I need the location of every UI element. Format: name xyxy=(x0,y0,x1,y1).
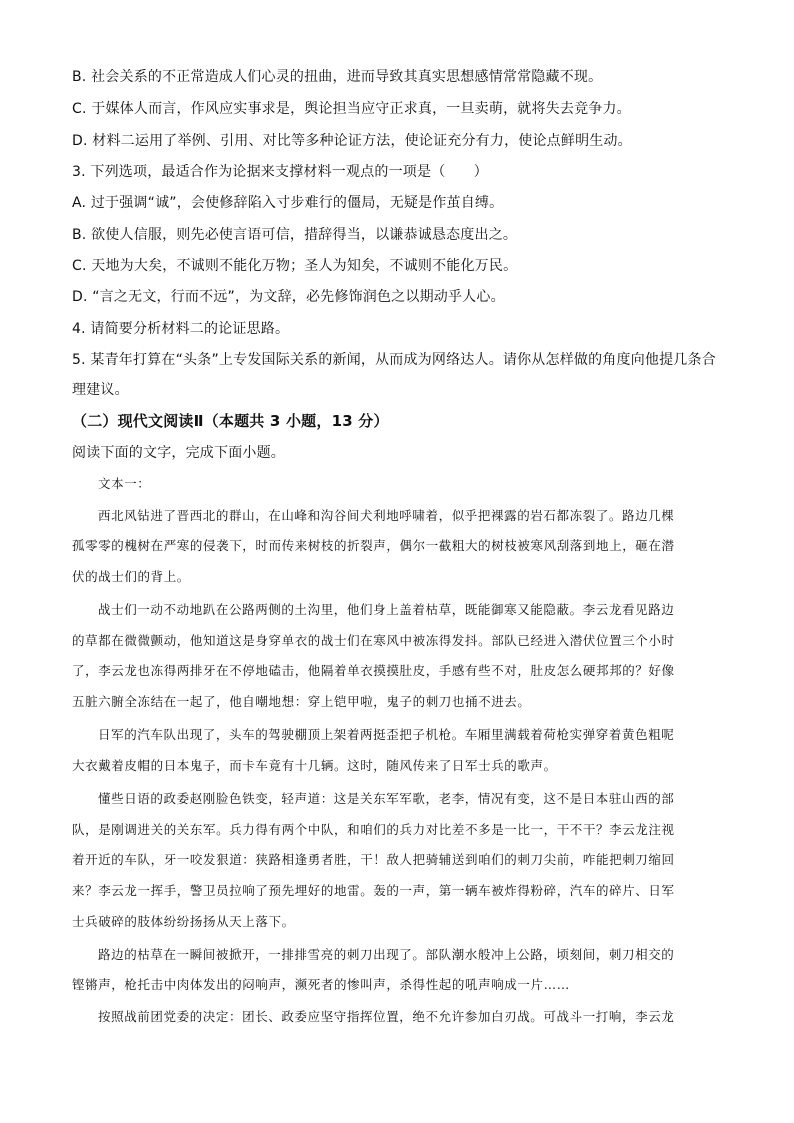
passage-line: 路边的枯草在一瞬间被掀开，一排排雪亮的刺刀出现了。部队潮水般冲上公路，顷刻间，刺刀相交的 xyxy=(98,947,675,962)
instruction-text: 阅读下面的文字，完成下面小题。 xyxy=(72,445,285,461)
text-one-label: 文本一： xyxy=(98,476,151,491)
passage-line: 伏的战士们的背上。 xyxy=(72,569,190,584)
passage-line: 铿锵声，枪托击中肉体发出的闷响声，濒死者的惨叫声，杀得性起的吼声响成一片…… xyxy=(72,977,570,992)
passage-line: 大衣戴着皮帽的日本鬼子，而卡车竟有十几辆。这时，随风传来了日军士兵的歌声。 xyxy=(72,758,557,773)
passage-line: 队，是刚调进关的关东军。兵力得有两个中队，和咱们的兵力对比差不多是一比一，干不干？李云龙注视 xyxy=(72,822,675,837)
question-3: 3. 下列选项，最适合作为论据来支撑材料一观点的一项是（ ） xyxy=(72,164,489,180)
option-b-line: B. 社会关系的不正常造成人们心灵的扭曲，进而导致其真实思想感情常常隐藏不现。 xyxy=(72,69,603,85)
question-5: 5. 某青年打算在“头条”上专发国际关系的新闻，从而成为网络达人。请你从怎样做的角度向他提几条合 xyxy=(72,352,716,368)
question-5-continued: 理建议。 xyxy=(72,382,129,398)
passage-line: 西北风钻进了晋西北的群山，在山峰和沟谷间犬利地呼啸着，似乎把裸露的岩石都冻裂了。路边几棵 xyxy=(98,508,675,523)
passage-line: 按照战前团党委的决定：团长、政委应坚守指挥位置，绝不允许参加白刃战。可战斗一打响，李云龙 xyxy=(98,1009,675,1024)
passage-line: 日军的汽车队出现了，头车的驾驶棚顶上架着两挺歪把子机枪。车厢里满载着荷枪实弹穿着黄色粗呢 xyxy=(98,727,675,742)
passage-line: 着开近的车队，牙一咬发狠道：狭路相逢勇者胜，干！敌人把骑辅送到咱们的刺刀尖前，咋能把刺刀缩回 xyxy=(72,852,675,867)
question-4: 4. 请简要分析材料二的论证思路。 xyxy=(72,321,290,337)
q3-option-c: C. 天地为大矣，不诚则不能化万物；圣人为知矣，不诚则不能化万民。 xyxy=(72,258,518,274)
passage-line: 来？李云龙一挥手，警卫员拉响了预先埋好的地雷。轰的一声，第一辆车被炸得粉碎，汽车的碎片、日军 xyxy=(72,883,675,898)
passage-line: 战士们一动不动地趴在公路两侧的土沟里，他们身上盖着枯草，既能御寒又能隐蔽。李云龙看见路边 xyxy=(98,602,675,617)
passage-line: 士兵破碎的肢体纷纷扬扬从天上落下。 xyxy=(72,914,295,929)
q3-option-a: A. 过于强调“诚”，会使修辞陷入寸步难行的僵局，无疑是作茧自缚。 xyxy=(72,195,504,211)
passage-line: 五脏六腑全冻结在一起了，他自嘲地想：穿上铠甲啦，鬼子的刺刀也捅不进去。 xyxy=(72,694,531,709)
passage-line: 懂些日语的政委赵刚脸色铁变，轻声道：这是关东军军歌，老李，情况有变，这不是日本驻山西的部 xyxy=(98,791,675,806)
passage-line: 的草都在微微颤动，他知道这是身穿单衣的战士们在寒风中被冻得发抖。部队已经进入潜伏位置三个小时 xyxy=(72,633,675,648)
option-d-line: D. 材料二运用了举例、引用、对比等多种论证方法，使论证充分有力，使论点鲜明生动。 xyxy=(72,133,632,149)
passage-line: 了，李云龙也冻得两排牙在不停地磕击，他隔着单衣摸摸肚皮，手感有些不对，肚皮怎么硬邦邦的？好像 xyxy=(72,663,675,678)
passage-line: 孤零零的槐树在严寒的侵袭下，时而传来树枝的折裂声，偶尔一截粗大的树枝被寒风刮落到地上，砸在潜 xyxy=(72,538,675,553)
option-c-line: C. 于媒体人而言，作风应实事求是，舆论担当应守正求真，一旦卖萌，就将失去竞争力。 xyxy=(72,101,631,117)
q3-option-d: D. “言之无文，行而不远”，为文辞，必先修饰润色之以期动乎人心。 xyxy=(72,289,505,305)
section-heading: （二）现代文阅读Ⅱ（本题共 3 小题，13 分） xyxy=(72,412,389,430)
q3-option-b: B. 欲使人信服，则先必使言语可信，措辞得当，以谦恭诚恳态度出之。 xyxy=(72,227,518,243)
